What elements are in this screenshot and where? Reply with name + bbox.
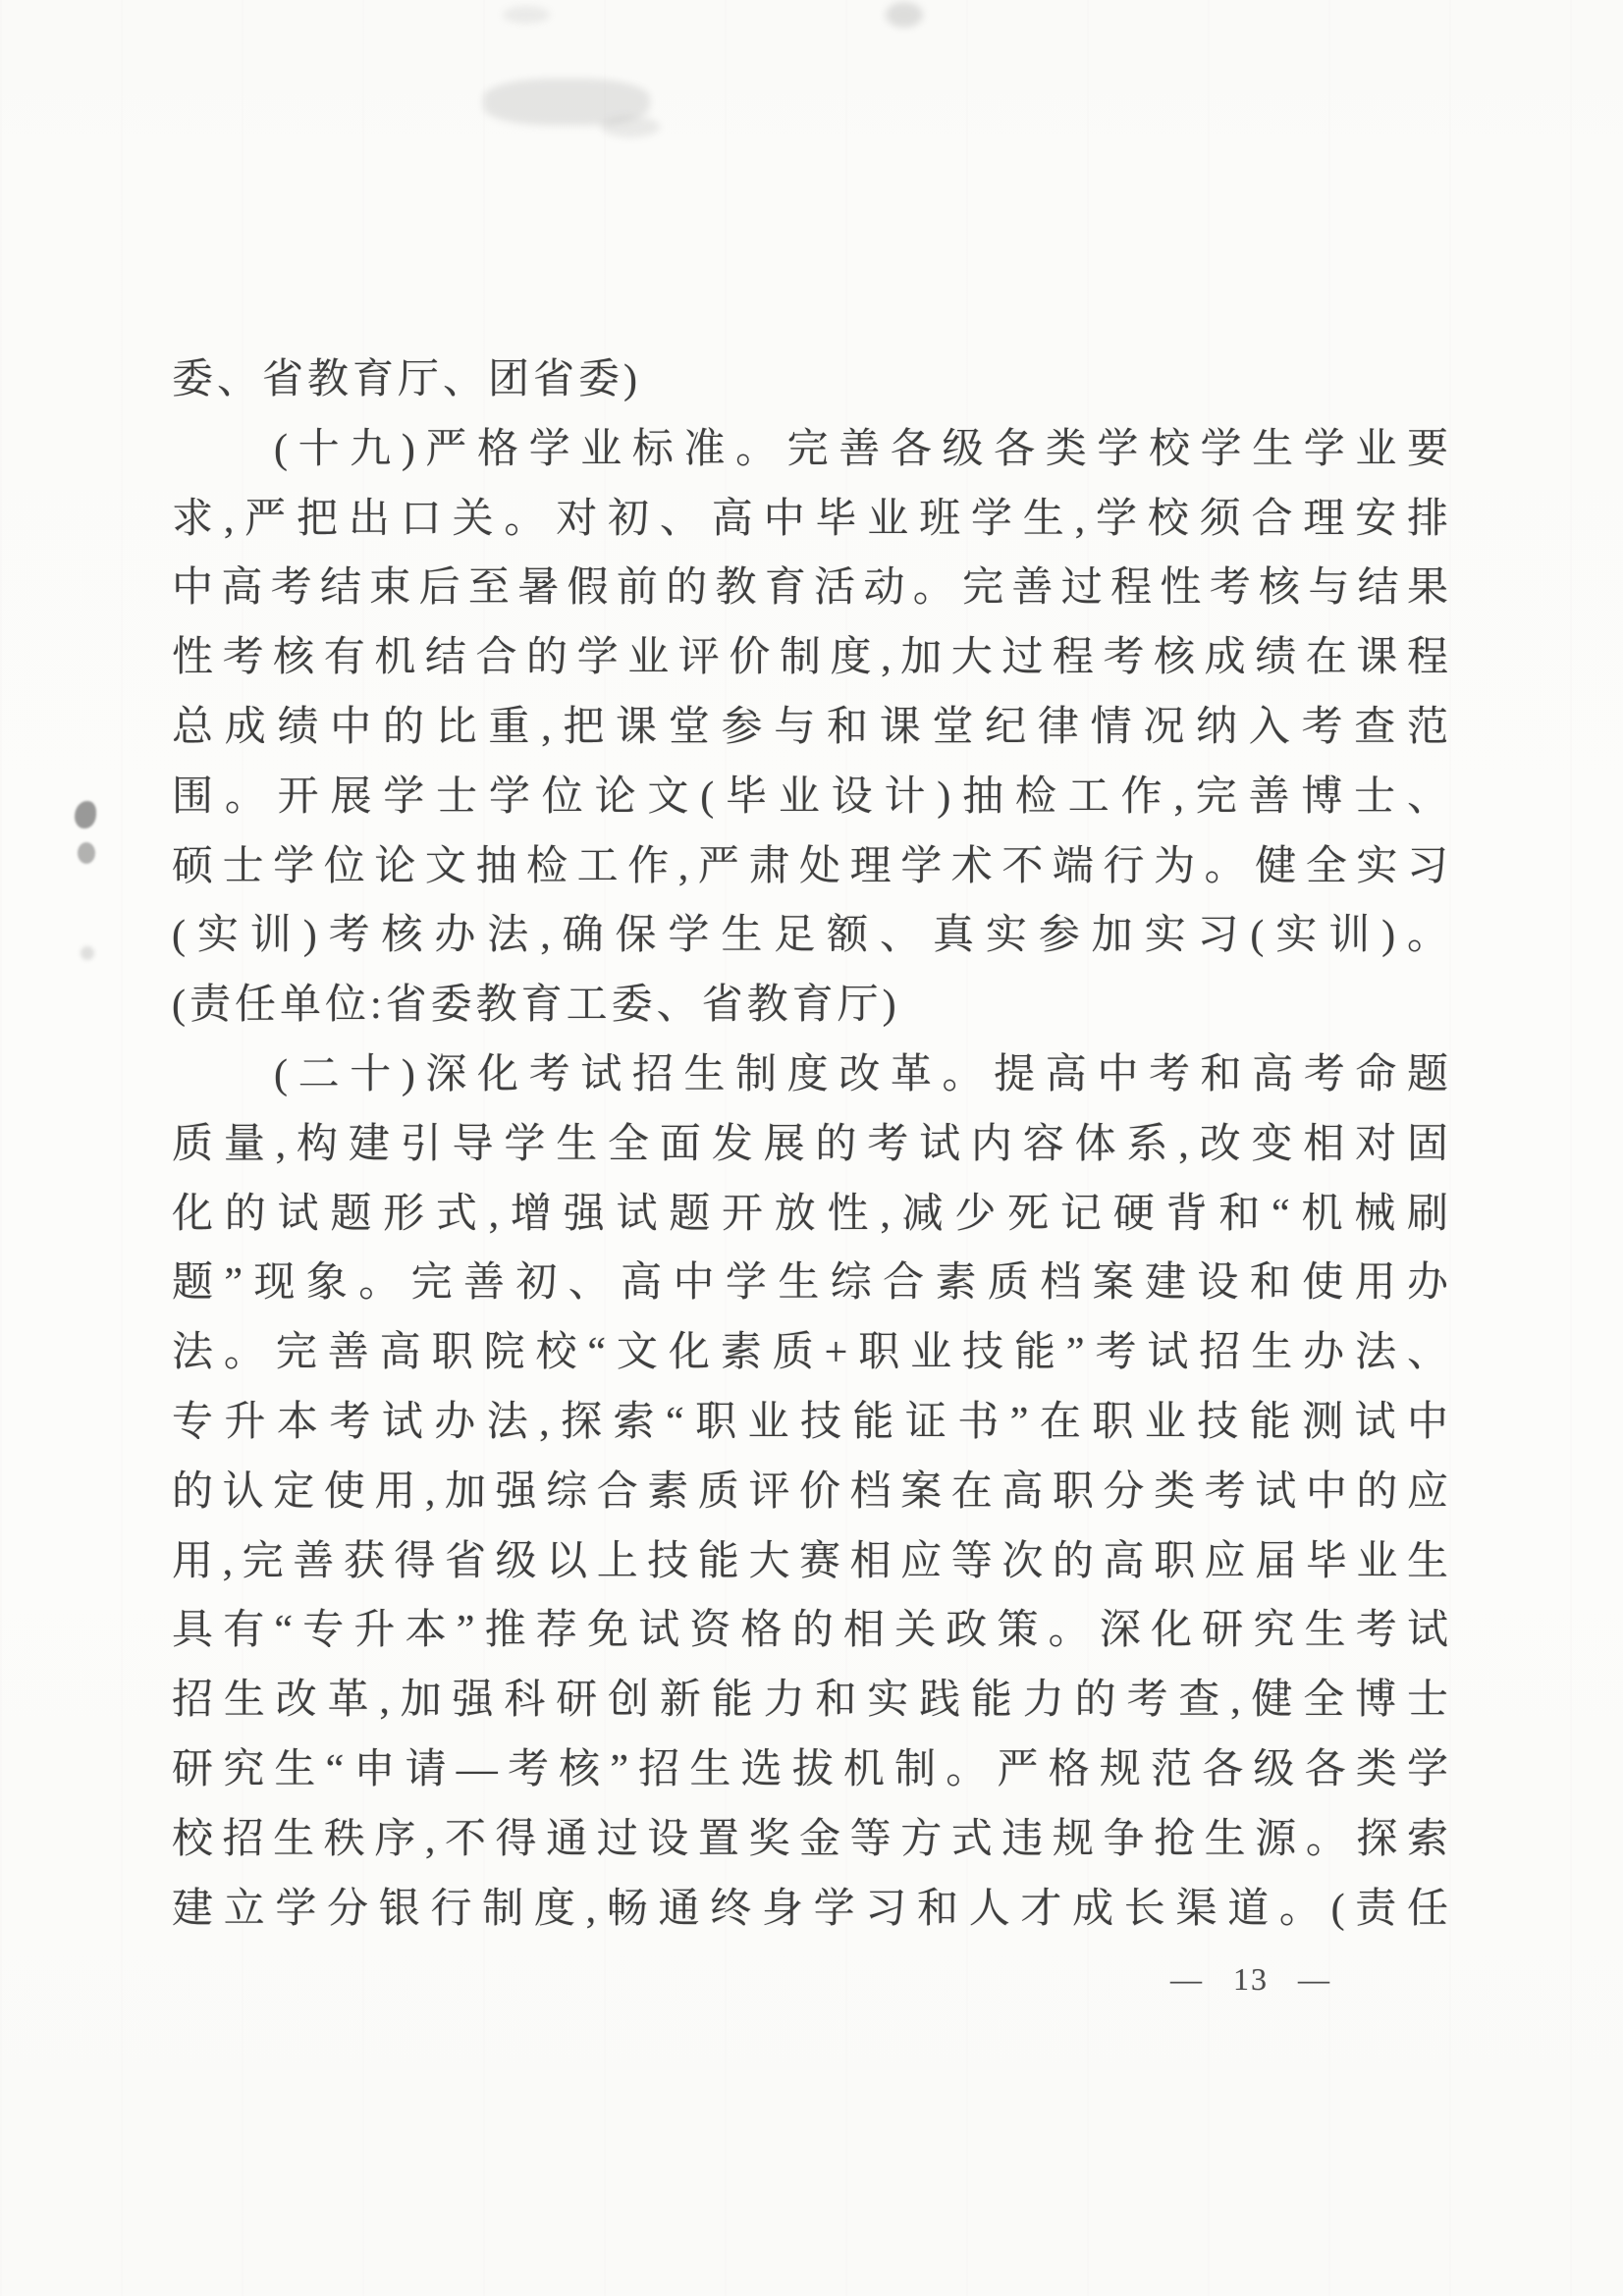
text-line: (十九)严格学业标准。完善各级各类学校学生学业要 xyxy=(274,426,1454,472)
text-line: 中高考结束后至暑假前的教育活动。完善过程性考核与结果 xyxy=(172,565,1454,612)
text-line: 的认定使用,加强综合素质评价档案在高职分类考试中的应 xyxy=(172,1468,1454,1515)
document-body-text xyxy=(172,346,1454,1944)
scan-smudge-artifact xyxy=(503,6,550,24)
text-line: 校招生秩序,不得通过设置奖金等方式违规争抢生源。探索 xyxy=(172,1816,1454,1862)
text-line: 建立学分银行制度,畅通终身学习和人才成长渠道。(责任 xyxy=(172,1886,1454,1932)
scan-ink-mark xyxy=(81,946,94,960)
text-line: 硕士学位论文抽检工作,严肃处理学术不端行为。健全实习 xyxy=(172,843,1454,889)
text-line: 求,严把出口关。对初、高中毕业班学生,学校须合理安排 xyxy=(172,496,1454,542)
page-number: — 13 — xyxy=(1170,1961,1331,1997)
text-line: 招生改革,加强科研创新能力和实践能力的考查,健全博士 xyxy=(172,1678,1454,1724)
text-line: 研究生“申请—考核”招生选拔机制。严格规范各级各类学 xyxy=(172,1746,1454,1792)
text-line: (责任单位:省委教育工委、省教育厅) xyxy=(172,983,900,1029)
scan-ink-mark xyxy=(75,801,96,828)
text-line: 性考核有机结合的学业评价制度,加大过程考核成绩在课程 xyxy=(172,635,1454,681)
text-line: 围。开展学士学位论文(毕业设计)抽检工作,完善博士、 xyxy=(172,774,1454,820)
scan-smudge-artifact xyxy=(601,116,660,137)
scan-smudge-artifact xyxy=(886,2,923,27)
scan-ink-mark xyxy=(78,842,95,864)
text-line: (实训)考核办法,确保学生足额、真实参加实习(实训)。 xyxy=(172,913,1454,959)
text-line: 题”现象。完善初、高中学生综合素质档案建设和使用办 xyxy=(172,1260,1454,1307)
text-line: 专升本考试办法,探索“职业技能证书”在职业技能测试中 xyxy=(172,1399,1454,1445)
text-line: (二十)深化考试招生制度改革。提高中考和高考命题 xyxy=(274,1051,1454,1097)
text-line: 用,完善获得省级以上技能大赛相应等次的高职应届毕业生 xyxy=(172,1538,1454,1584)
text-line: 质量,构建引导学生全面发展的考试内容体系,改变相对固 xyxy=(172,1121,1454,1167)
text-line: 具有“专升本”推荐免试资格的相关政策。深化研究生考试 xyxy=(172,1608,1454,1654)
text-line: 化的试题形式,增强试题开放性,减少死记硬背和“机械刷 xyxy=(172,1191,1454,1237)
text-line: 总成绩中的比重,把课堂参与和课堂纪律情况纳入考查范 xyxy=(172,704,1454,750)
text-line: 委、省教育厅、团省委) xyxy=(172,357,641,402)
text-line: 法。完善高职院校“文化素质+职业技能”考试招生办法、 xyxy=(172,1330,1454,1376)
